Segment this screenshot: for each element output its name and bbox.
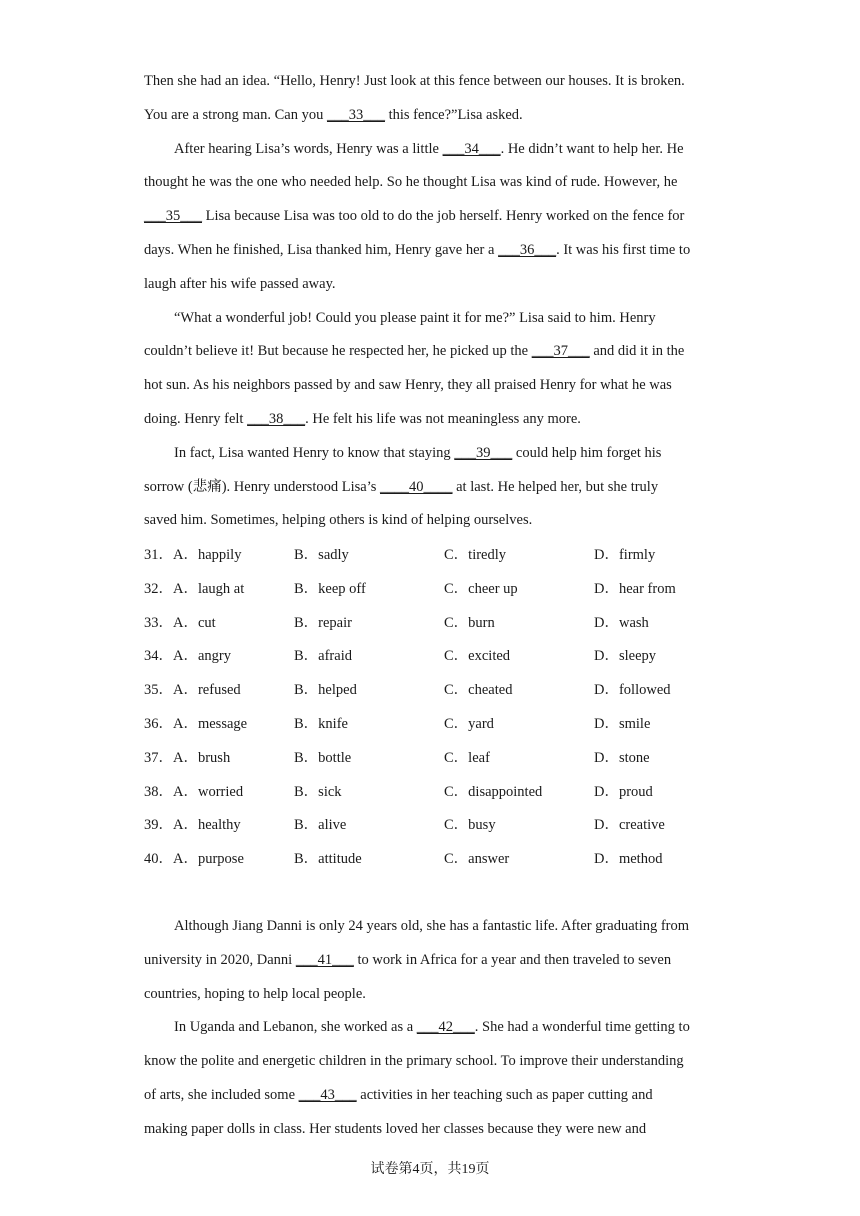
option-d: D．firmly [594,547,656,563]
passage-line [144,302,719,336]
option-c: C．tiredly [444,547,507,563]
text-segment: and did it in the [589,343,685,360]
passage-line [144,99,719,133]
answer-blank: ___37___ [531,343,590,360]
option-c: C．leaf [444,749,490,766]
passage-line [144,200,719,234]
question-row [144,573,724,607]
option-text: A．worried [173,783,244,800]
question-number: 32． [144,580,173,597]
answer-blank: ___42___ [416,1019,475,1036]
question-row [144,776,724,810]
passage-line [144,234,719,268]
option-text: A．purpose [173,851,244,868]
text-segment: could help him forget his [512,444,662,461]
passage-line [144,471,719,505]
answer-blank: ___33___ [326,106,385,123]
passage-line [144,1011,719,1045]
text-segment: countries, hoping to help local people. [144,985,366,1002]
text-segment: making paper dolls in class. Her students loved her classes because they were new and [144,1120,647,1137]
option-text: A．angry [173,648,231,665]
question-row [144,674,724,708]
option-a [144,607,216,641]
text-segment: . He felt his life was not meaningless any more. [305,410,581,427]
option-b: B．bottle [294,749,352,766]
text-segment: Lisa because Lisa was too old to do the job herself. Henry worked on the fence for [202,208,685,225]
text-segment: days. When he finished, Lisa thanked him, Henry gave her a [144,241,499,258]
option-c: C．yard [444,715,494,732]
text-segment: know the polite and energetic children in the primary school. To improve their understanding [144,1053,684,1070]
passage-line [144,403,719,437]
option-text: A．happily [173,547,242,563]
option-d: D．stone [594,749,650,766]
passage-line [144,166,719,200]
question-number: 36． [144,715,173,732]
option-a [144,573,244,607]
passage-line [144,65,719,99]
text-segment: at last. He helped her, but she truly [452,478,659,495]
text-segment: “What a wonderful job! Could you please paint it for me?” Lisa said to him. Henry [174,309,656,326]
text-segment: . It was his first time to [556,241,691,258]
option-b: B．afraid [294,648,352,665]
answer-blank: ___36___ [498,241,557,258]
answer-blank: ___39___ [454,444,513,461]
text-segment: . He didn’t want to help her. He [500,140,684,157]
question-number: 38． [144,783,173,800]
text-segment: Although Jiang Danni is only 24 years old, she has a fantastic life. After graduating from [174,918,690,934]
option-text: A．message [173,715,248,732]
answer-blank: ___34___ [442,140,501,157]
answer-blank: ___43___ [298,1086,357,1103]
option-b: B．sadly [294,547,349,563]
text-segment: laugh after his wife passed away. [144,275,336,292]
answer-options [144,539,724,877]
option-text: A．brush [173,749,231,766]
option-c: C．cheated [444,682,513,699]
question-row [144,742,724,776]
option-d: D．wash [594,614,649,631]
option-b: B．knife [294,715,348,732]
text-segment: thought he was the one who needed help. So he thought Lisa was kind of rude. However, he [144,174,678,191]
question-row [144,708,724,742]
option-d: D．method [594,851,663,868]
question-number: 34． [144,648,173,665]
text-segment: couldn’t believe it! But because he respected her, he picked up the [144,343,532,360]
text-segment: saved him. Sometimes, helping others is kind of helping ourselves. [144,512,533,529]
passage-line [144,437,719,471]
option-b: B．alive [294,817,347,834]
option-a [144,640,231,674]
passage-line [144,369,719,403]
question-number: 33． [144,614,173,631]
option-text: A．laugh at [173,580,245,597]
option-a [144,708,247,742]
option-a [144,843,244,877]
answer-blank: ____40____ [380,478,453,495]
text-segment: In Uganda and Lebanon, she worked as a [174,1019,417,1036]
answer-blank: ___38___ [247,410,306,427]
option-b: B．helped [294,682,357,699]
passage-line [144,133,719,167]
option-c: C．busy [444,817,496,834]
question-row [144,607,724,641]
option-text: A．healthy [173,817,241,834]
passage-2 [144,910,719,1147]
option-b: B．sick [294,783,342,800]
passage-1 [144,65,719,538]
question-row [144,539,724,573]
answer-blank: ___35___ [144,208,202,225]
text-segment: university in 2020, Danni [144,951,296,968]
option-d: D．followed [594,682,671,699]
option-b: B．repair [294,614,352,631]
option-text: A．refused [173,682,241,699]
option-c: C．cheer up [444,580,518,597]
text-segment: In fact, Lisa wanted Henry to know that staying [174,444,455,461]
answer-blank: ___41___ [295,951,354,968]
text-segment: activities in her teaching such as paper cutting and [356,1086,653,1103]
question-number: 31． [144,547,173,563]
question-row [144,843,724,877]
option-d: D．hear from [594,580,676,597]
passage-line [144,504,719,538]
passage-line [144,1079,719,1113]
option-b: B．attitude [294,851,362,868]
text-segment: of arts, she included some [144,1086,299,1103]
passage-line [144,268,719,302]
option-c: C．burn [444,614,495,631]
page-footer: 试卷第4页，共19页 [370,1162,490,1177]
text-segment: After hearing Lisa’s words, Henry was a little [174,140,443,157]
option-c: C．excited [444,648,511,665]
passage-line [144,910,719,944]
option-c: C．answer [444,851,510,868]
option-text: A．cut [173,614,216,631]
text-segment: Then she had an idea. “Hello, Henry! Just look at this fence between our houses. It is broken. [144,73,685,89]
passage-line [144,1113,719,1147]
passage-line [144,335,719,369]
question-number: 39． [144,817,173,834]
question-number: 40． [144,851,173,868]
option-a [144,674,241,708]
text-segment: . She had a wonderful time getting to [474,1019,690,1036]
option-a [144,809,241,843]
text-segment: hot sun. As his neighbors passed by and saw Henry, they all praised Henry for what he was [144,377,672,394]
option-c: C．disappointed [444,783,543,800]
passage-line [144,1045,719,1079]
option-a [144,539,241,573]
question-number: 35． [144,682,173,699]
question-row [144,809,724,843]
text-segment: doing. Henry felt [144,410,248,427]
passage-line [144,978,719,1012]
option-a [144,742,230,776]
option-d: D．smile [594,715,651,732]
option-d: D．sleepy [594,648,657,665]
text-segment: You are a strong man. Can you [144,106,327,123]
option-a [144,776,243,810]
question-number: 37． [144,749,173,766]
text-segment: this fence?”Lisa asked. [384,106,523,123]
option-b: B．keep off [294,580,366,597]
option-d: D．creative [594,817,665,834]
text-segment: to work in Africa for a year and then traveled to seven [353,951,672,968]
question-row [144,640,724,674]
passage-line [144,944,719,978]
text-segment: sorrow (悲痛). Henry understood Lisa’s [144,478,380,495]
option-d: D．proud [594,783,653,800]
